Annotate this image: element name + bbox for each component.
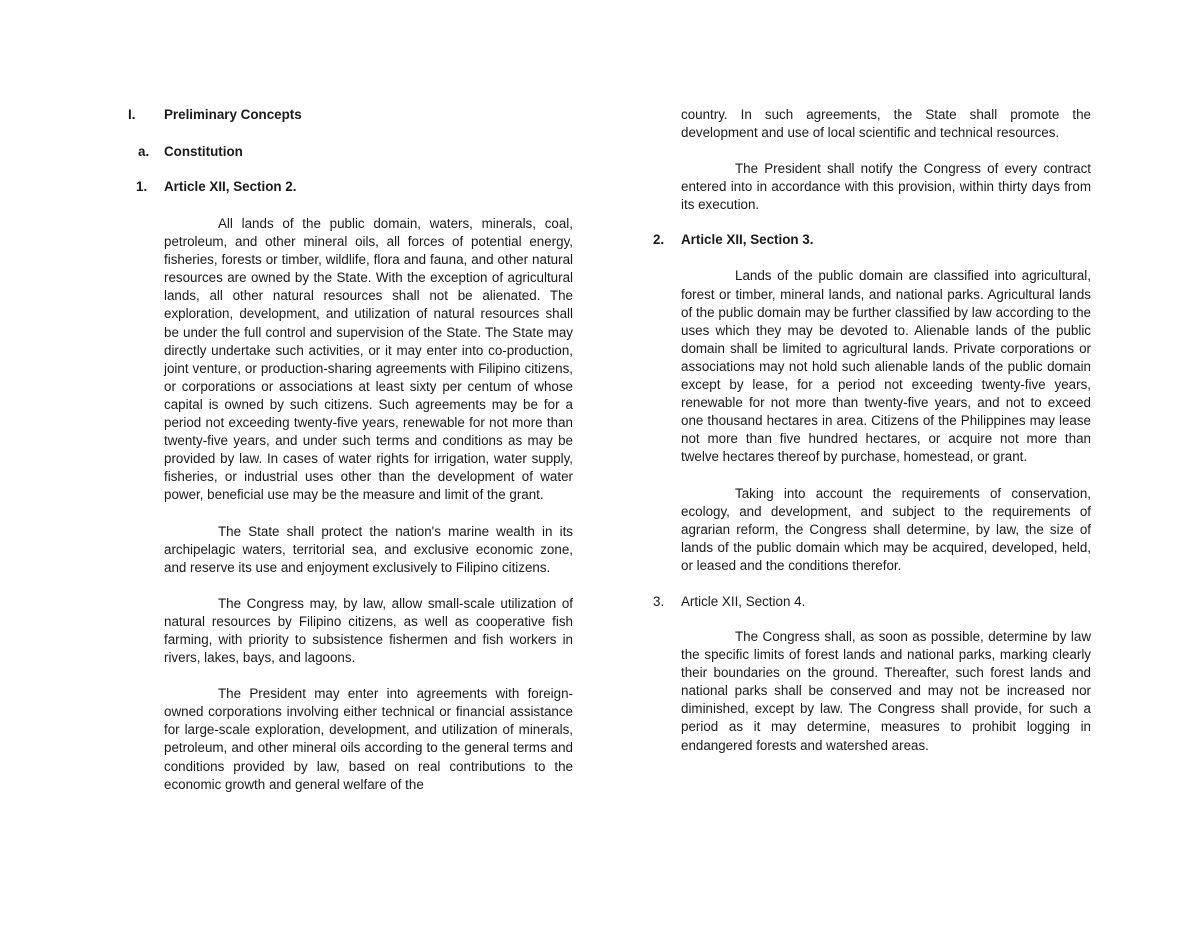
article-heading-xii-3	[647, 231, 1091, 249]
article-number: 1.	[136, 179, 148, 194]
body-paragraph: All lands of the public domain, waters, minerals, coal, petroleum, and other mineral oils, all forces of potential energy, fisheries, forests or timber, wildlife, flora and fauna, and other natural resources are owned by the State. With the exception of agricultural lands, all other natural resources shall not be alienated. The exploration, development, and utilization of natural resources shall be under the full control and supervision of the State. The State may directly undertake such activities, or it may enter into co-production, joint venture, or production-sharing agreements with Filipino citizens, or corporations or associations at least sixty per centum of whose capital is owned by such citizens. Such agreements may be for a period not exceeding twenty-five years, renewable for not more than twenty-five years, and under such terms and conditions as may be provided by law. In cases of water rights for irrigation, water supply, fisheries, or industrial uses other than the development of water power, beneficial use may be the measure and limit of the grant.	[164, 216, 573, 503]
subsection-title: Constitution	[164, 144, 243, 159]
section-title: Preliminary Concepts	[164, 107, 302, 122]
article-title: Article XII, Section 3.	[681, 232, 814, 248]
article-number: 3.	[653, 593, 665, 609]
body-paragraph: The Congress may, by law, allow small-scale utilization of natural resources by Filipino citizens, as well as cooperative fish farming, with priority to subsistence fishermen and fish workers in rivers, lakes, bays, and lagoons.	[164, 595, 573, 666]
body-paragraph: The Congress shall, as soon as possible, determine by law the specific limits of forest lands and national parks, marking clearly their boundaries on the ground. Thereafter, such forest lands and national parks shall be conserved and may not be increased nor diminished, except by law. The Congress shall provide, for such a period as it may determine, measures to prohibit logging in endangered forests and watershed areas.	[681, 628, 1091, 753]
article-heading-xii-4	[647, 593, 1091, 611]
section-number: I.	[128, 107, 136, 122]
body-paragraph: Taking into account the requirements of conservation, ecology, and development, and subject to the requirements of agrarian reform, the Congress shall determine, by law, the size of lands of the public domain which may be acquired, developed, held, or leased and the conditions therefor.	[681, 485, 1091, 573]
article-title: Article XII, Section 2.	[164, 179, 297, 194]
body-paragraph: Lands of the public domain are classified into agricultural, forest or timber, mineral lands, and national parks. Agricultural lands of the public domain may be further classified by law according to the uses which they may be devoted to. Alienable lands of the public domain shall be limited to agricultural lands. Private corporations or associations may not hold such alienable lands of the public domain except by lease, for a period not exceeding twenty-five years, renewable for not more than twenty-five years, and not to exceed one thousand hectares in area. Citizens of the Philippines may lease not more than five hundred hectares, or acquire not more than twelve hectares thereof by purchase, homestead, or grant.	[681, 268, 1091, 465]
article-number: 2.	[653, 232, 665, 248]
subsection-heading-constitution	[128, 143, 573, 161]
article-heading-xii-2	[128, 178, 573, 196]
article-title: Article XII, Section 4.	[681, 593, 806, 609]
right-column	[647, 106, 1091, 755]
continued-paragraph: country. In such agreements, the State shall promote the development and use of local scientific and technical resources.	[681, 107, 1091, 141]
body-paragraph: The President may enter into agreements with foreign-owned corporations involving either technical or financial assistance for large-scale exploration, development, and utilization of minerals, petroleum, and other mineral oils according to the general terms and conditions provided by law, based on real contributions to the economic growth and general welfare of the	[164, 686, 573, 792]
left-column	[128, 106, 573, 794]
body-paragraph: The State shall protect the nation's marine wealth in its archipelagic waters, territorial sea, and exclusive economic zone, and reserve its use and enjoyment exclusively to Filipino citizens.	[164, 523, 573, 575]
section-heading-preliminary-concepts	[128, 106, 573, 124]
body-paragraph: The President shall notify the Congress of every contract entered into in accordance with this provision, within thirty days from its execution.	[681, 161, 1091, 213]
subsection-letter: a.	[138, 144, 150, 159]
